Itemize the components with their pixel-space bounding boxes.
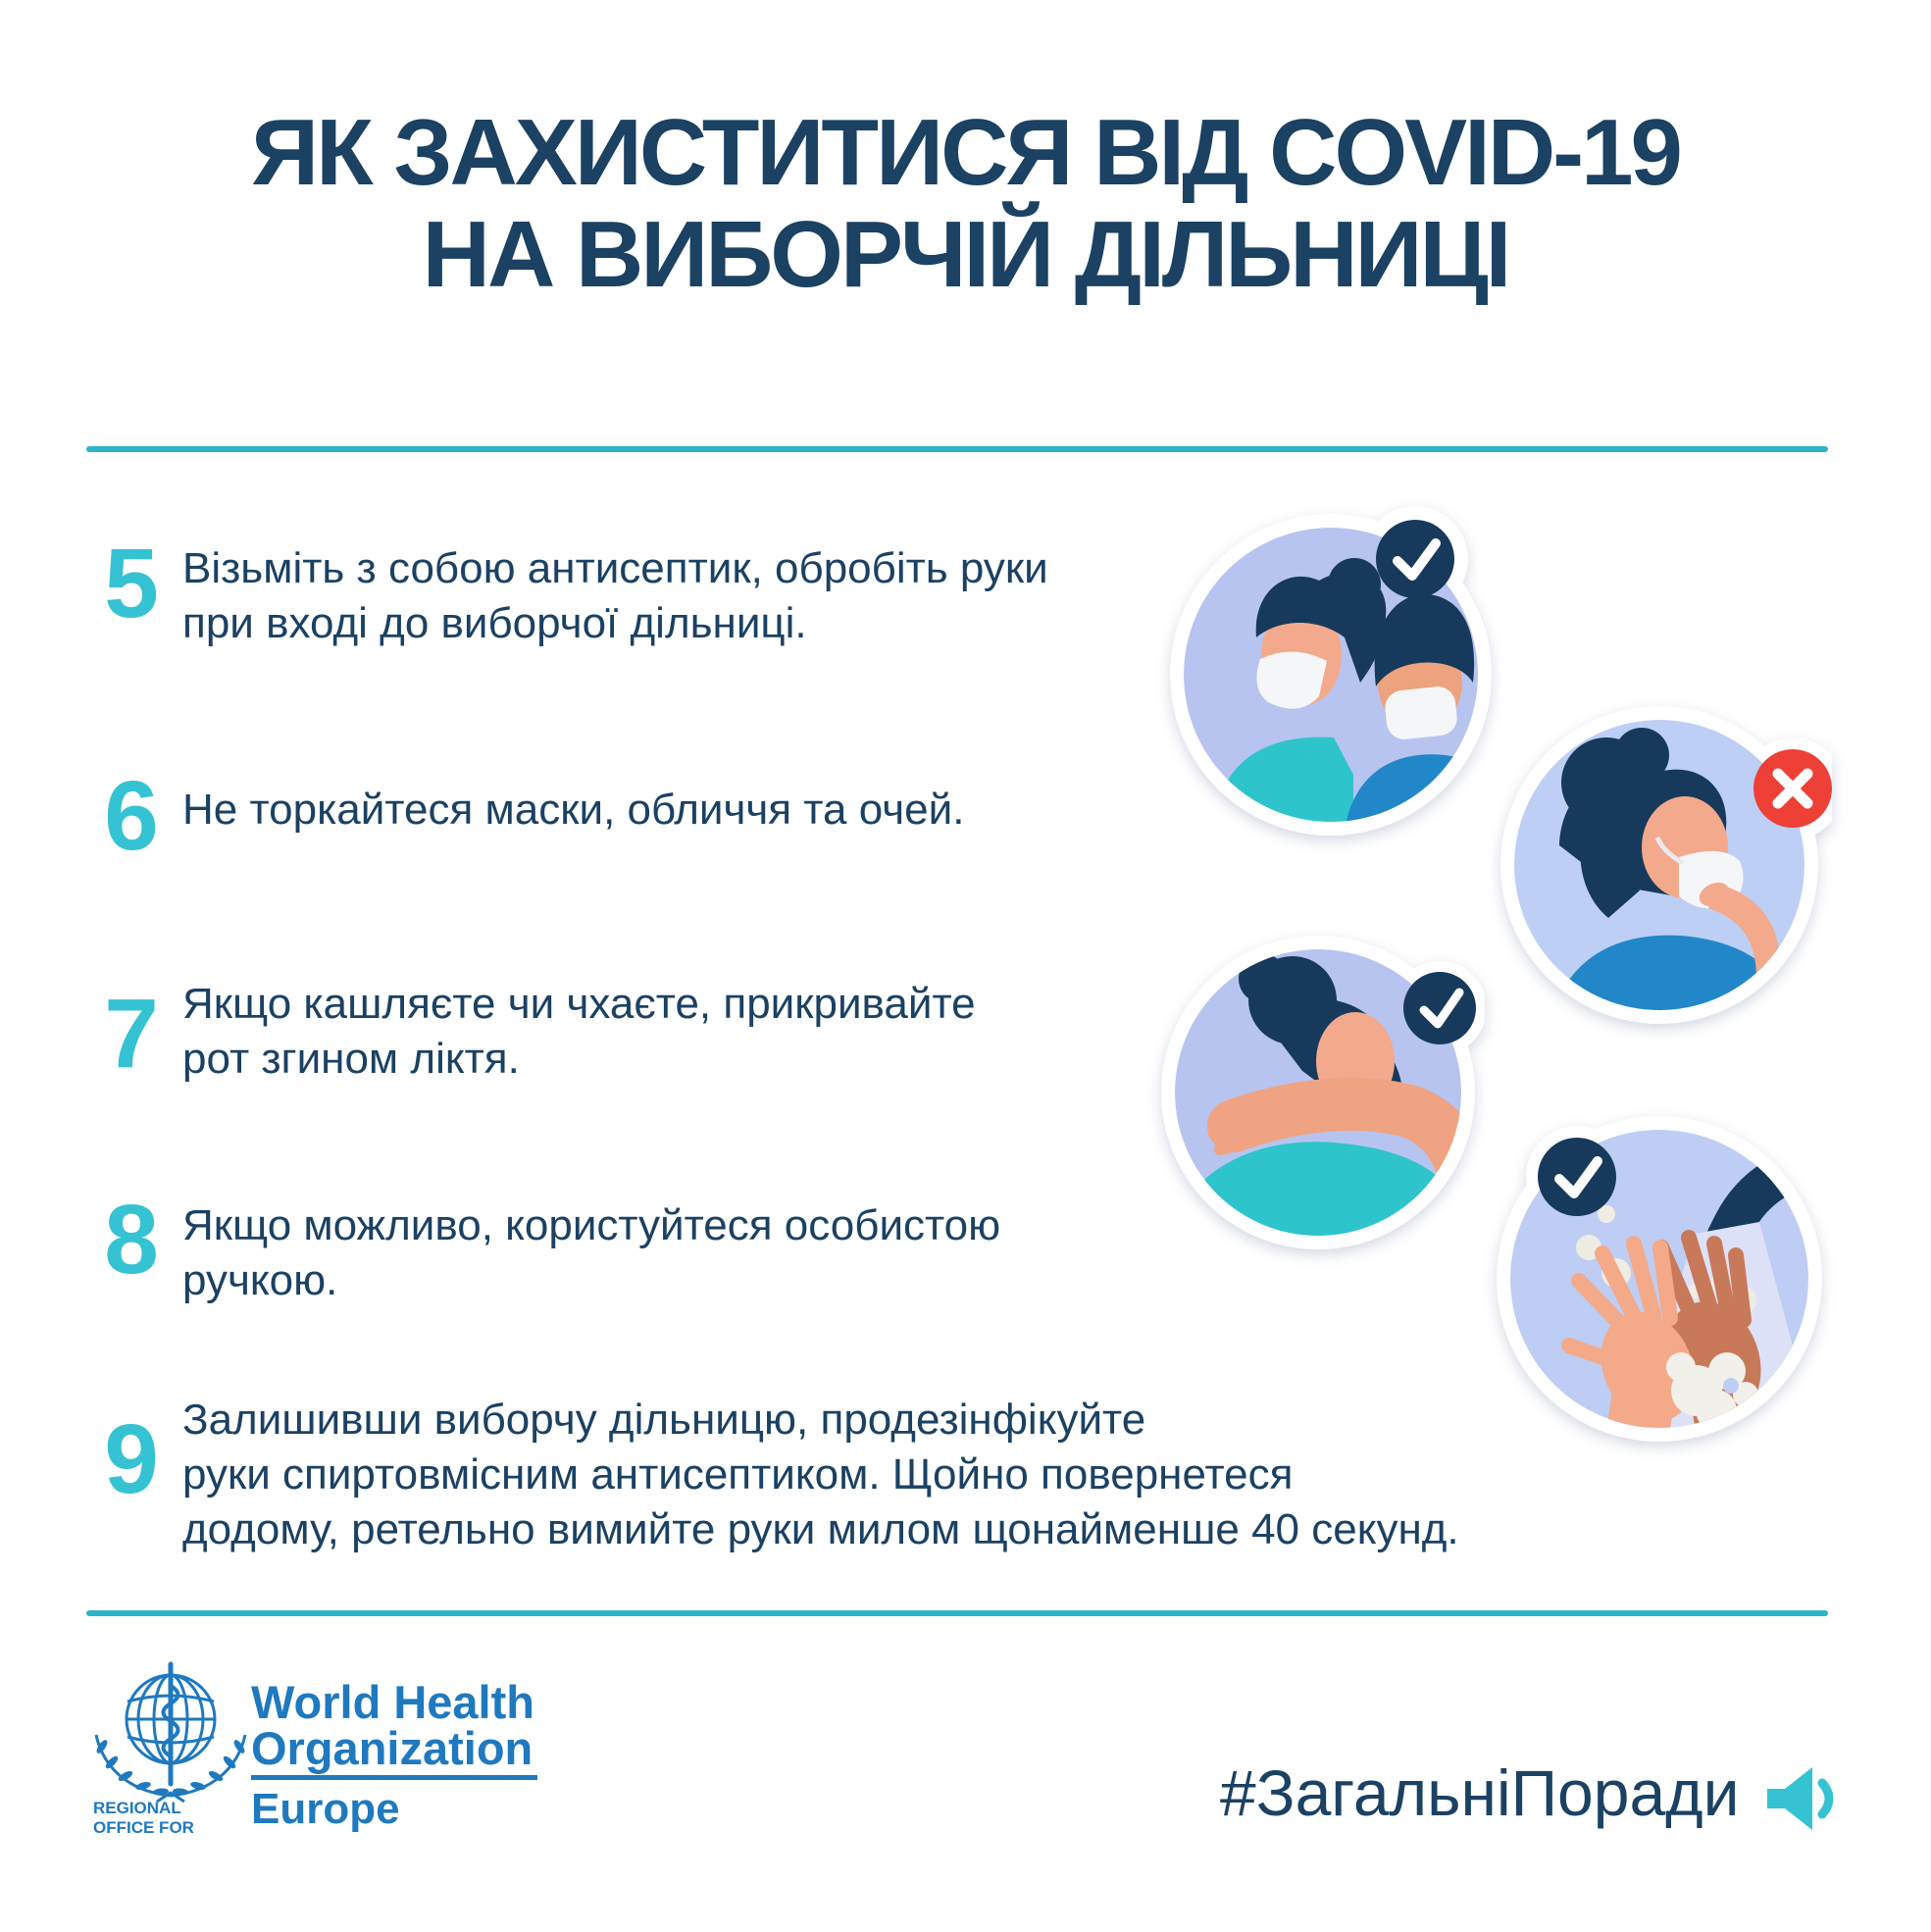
- who-logo-line-1: World Health: [251, 1676, 534, 1728]
- page-title: [0, 102, 1931, 306]
- item-number-7: 7: [104, 979, 159, 1089]
- item-number-5: 5: [104, 529, 159, 638]
- who-logo-subtitle: REGIONAL OFFICE FOR: [93, 1799, 194, 1837]
- illustration-touching-mask: [1493, 698, 1832, 1038]
- illustration-washing-hands: [1489, 1104, 1832, 1448]
- illustration-masked-couple: [1162, 490, 1507, 839]
- top-divider: [86, 446, 1828, 452]
- check-badge: [1376, 520, 1454, 598]
- item-text-6: Не торкайтеся маски, обличчя та очей.: [182, 786, 965, 834]
- item-text-5: Візьміть з собою антисептик, обробіть руки при вході до виборчої дільниці.: [182, 544, 1048, 647]
- speaker-icon: [1761, 1761, 1844, 1836]
- illustration-cough-into-elbow: [1155, 924, 1485, 1253]
- check-badge: [1538, 1138, 1616, 1216]
- hashtag: #ЗагальніПоради: [1220, 1756, 1740, 1829]
- who-logo-line-2: Organization: [251, 1722, 534, 1774]
- page-title-line-1: ЯК ЗАХИСТИТИСЯ ВІД COVID-19: [251, 100, 1680, 205]
- bottom-divider: [86, 1610, 1828, 1616]
- item-number-6: 6: [104, 761, 159, 871]
- item-number-9: 9: [104, 1404, 159, 1514]
- item-text-8: Якщо можливо, користуйтеся особистою ручкою.: [182, 1201, 1001, 1304]
- item-number-8: 8: [104, 1185, 159, 1295]
- check-badge: [1403, 972, 1476, 1044]
- item-text-9: Залишивши виборчу дільницю, продезінфікуйте руки спиртовмісним антисептиком. Щойно повернетеся додому, ретельно вимийте руки милом щонайменше 40 секунд.: [182, 1396, 1459, 1553]
- who-logo-underline: [251, 1775, 537, 1780]
- page-title-line-2: НА ВИБОРЧІЙ ДІЛЬНИЦІ: [422, 202, 1509, 307]
- who-logo-region: Europe: [251, 1785, 400, 1833]
- who-emblem: [88, 1660, 253, 1807]
- item-text-7: Якщо кашляєте чи чхаєте, прикривайте рот згином ліктя.: [182, 980, 976, 1083]
